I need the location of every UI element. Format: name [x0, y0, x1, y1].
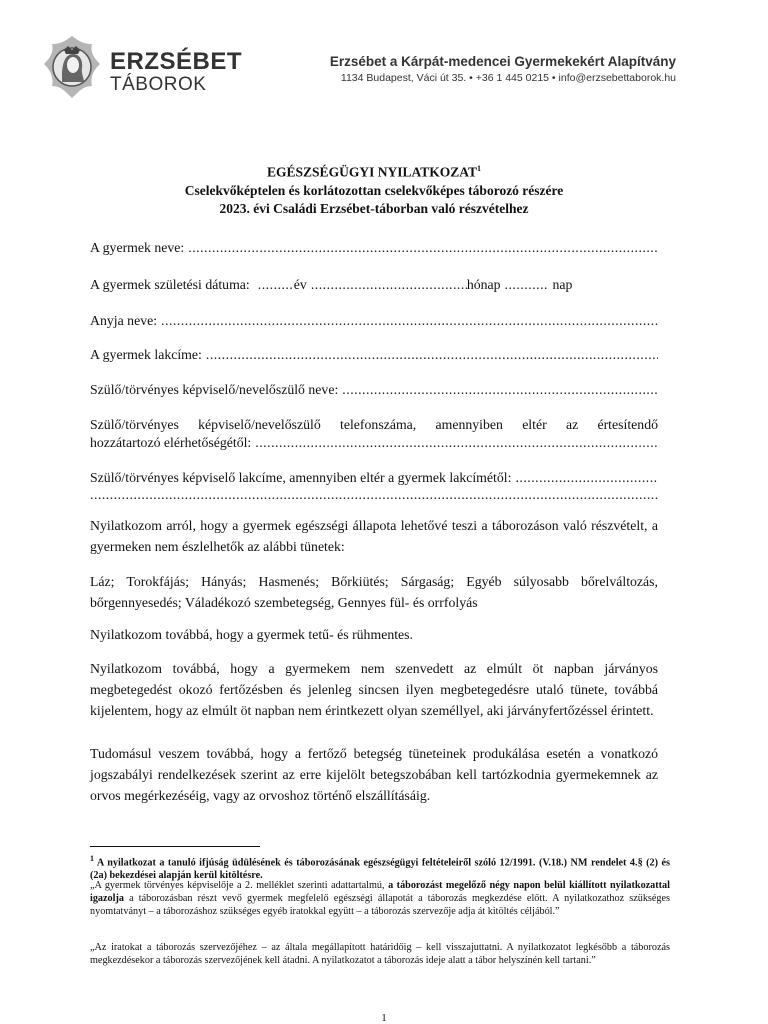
birth-day-blank[interactable]: [505, 274, 549, 295]
footnote-intro-text: A nyilatkozat a tanuló ifjúság üdülésének és táborozásának egészségügyi feltételeiről szóló 12/1991. (V.18.) NM rendelet 4.§ (2) és (2a) bekezdései alapján kerül kitöltésre.: [90, 857, 671, 882]
child-address-label: A gyermek lakcíme:: [90, 347, 202, 362]
mother-name-field: [90, 310, 658, 331]
declaration-health: Nyilatkozom arról, hogy a gyermek egészségi állapota lehetővé teszi a táborozáson való részvételt, a gyermeken nem észlelhetők az alábbi tünetek:: [90, 518, 658, 554]
organization-address: 1134 Budapest, Váci út 35. • +36 1 445 0215 • info@erzsebettaborok.hu: [340, 72, 676, 84]
mother-name-blank[interactable]: [161, 310, 658, 331]
footnote-quote-2: „Az iratokat a táborozás szervezőjéhez – az általa megállapított határidőig – kell visszajuttatni. A nyilatkozatot legkésőbb a táborozás megkezdésekor a táborozás szervezőjének kell átadni. A nyilatkozatot a táborozás ideje alatt a tábor helyszínén kell tartani.”: [90, 942, 670, 966]
parent-phone-blank[interactable]: [255, 432, 658, 453]
acknowledgement-sickroom: Tudomásul veszem továbbá, hogy a fertőző betegség tüneteinek produkálása esetén a vonatkozó jogszabályi rendelkezések szerint az erre kijelölt betegszobában kell tartózkodnia gyermekemnek az orvos megérkezéséig, vagy az orvoshoz történő elszállításáig.: [90, 746, 658, 803]
footnote-divider: [90, 846, 260, 847]
child-address-field: [90, 344, 658, 365]
child-name-blank[interactable]: [188, 237, 658, 258]
organization-name: Erzsébet a Kárpát-medencei Gyermekekért Alapítvány: [329, 54, 676, 69]
title-main-text: EGÉSZSÉGÜGYI NYILATKOZAT: [267, 164, 477, 180]
child-address-blank[interactable]: [206, 344, 658, 365]
birth-date-label: A gyermek születési dátuma:: [90, 277, 250, 292]
parent-name-blank[interactable]: [342, 379, 658, 400]
footnote-quote-1-b: a táborozásban részt vevő gyermek megfelelő egészségi állapotát a táborozás megkezdése előtt. A nyilatkozathoz szükséges nyomtatványt – a táborozáshoz szükséges egyéb iratokkal együtt – a táborozás szervezője adja át kitöltés céljából.”: [90, 893, 670, 917]
footnote-quote-1-bold: a táborozást megelőző négy napon belül kiállított nyilatkozattal igazolja: [90, 880, 670, 904]
footnote-number: 1: [90, 854, 94, 863]
brand-line-2: TÁBOROK: [110, 74, 207, 95]
symptom-list: Láz; Torokfájás; Hányás; Hasmenés; Bőrkiütés; Sárgaság; Egyéb súlyosabb bőrelváltozás, bőrgennyesedés; Váladékozó szembetegség, Gennyes fül- és orrfolyás: [90, 574, 658, 610]
declaration-epidemic: Nyilatkozom továbbá, hogy a gyermekem nem szenvedett az elmúlt öt napban járványos megbetegedést okozó fertőzésben és jelenleg sincsen ilyen megbetegedésre utaló tünete, továbbá kijelentem, hogy az elmúlt öt napban nem érintkezett olyan személlyel, aki járványfertőzéssel érintett.: [90, 661, 658, 718]
footnote-quote-1: [90, 879, 670, 918]
title-footnote-ref: 1: [476, 164, 481, 173]
parent-address-label: Szülő/törvényes képviselő lakcíme, amennyiben eltér a gyermek lakcímétől:: [90, 470, 512, 485]
brand-wordmark: [110, 50, 242, 96]
page-number: 1: [381, 1012, 387, 1024]
footnote-quote-1-a: „A gyermek törvényes képviselője a 2. melléklet szerinti adattartalmú,: [90, 880, 389, 891]
title-main: [90, 160, 658, 182]
birth-date-field: [90, 274, 590, 295]
title-sub-2: 2023. évi Családi Erzsébet-táborban való részvételhez: [219, 200, 529, 216]
document-title: [90, 160, 658, 218]
parent-address-blank-2[interactable]: [90, 484, 658, 505]
erzsebet-portrait-logo-icon: [40, 34, 104, 100]
organization-info: [330, 54, 676, 86]
child-name-label: A gyermek neve:: [90, 240, 185, 255]
footnote-intro: [90, 852, 670, 882]
birth-month-unit: hónap: [466, 277, 501, 292]
letterhead: [0, 0, 768, 110]
parent-address-field-line2: [90, 484, 658, 505]
birth-day-unit: nap: [552, 277, 573, 292]
parent-phone-label-line2: hozzátartozó elérhetőségétől:: [90, 435, 252, 450]
title-sub-1: Cselekvőképtelen és korlátozottan cselekvőképes táborozó részére: [184, 182, 564, 198]
brand-line-1: ERZSÉBET: [110, 48, 243, 75]
parent-name-label: Szülő/törvényes képviselő/nevelőszülő neve:: [90, 382, 339, 397]
mother-name-label: Anyja neve:: [90, 313, 158, 328]
child-name-field: [90, 237, 658, 258]
parent-phone-field: [90, 432, 658, 453]
birth-month-blank[interactable]: [311, 274, 467, 295]
parent-phone-label-line1: Szülő/törvényes képviselő/nevelőszülő telefonszáma, amennyiben eltér az értesítendő: [90, 417, 658, 432]
birth-year-blank[interactable]: [258, 274, 294, 295]
birth-year-unit: év: [293, 277, 307, 292]
declaration-lice: Nyilatkozom továbbá, hogy a gyermek tetű- és rühmentes.: [90, 627, 413, 642]
parent-name-field: [90, 379, 658, 400]
